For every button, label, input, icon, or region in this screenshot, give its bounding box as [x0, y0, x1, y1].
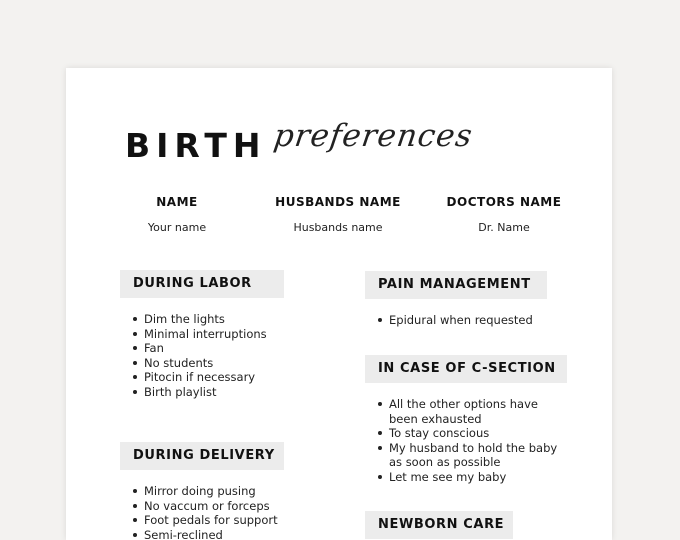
- list-item: To stay conscious: [389, 426, 559, 441]
- title-preferences-script: preferences: [271, 118, 476, 154]
- list-item: Fan: [144, 341, 284, 356]
- document-page: [66, 68, 612, 540]
- list-item: Minimal interruptions: [144, 327, 284, 342]
- info-husband-value: Husbands name: [293, 221, 383, 234]
- list-item: No students: [144, 356, 284, 371]
- info-doctor-value: Dr. Name: [478, 221, 530, 234]
- info-husband: [272, 195, 404, 234]
- list-c-section: [365, 397, 559, 485]
- info-husband-label: HUSBANDS NAME: [275, 195, 401, 209]
- section-c-section: [365, 355, 567, 485]
- section-newborn-care: [365, 511, 513, 539]
- list-pain-management: [365, 313, 547, 328]
- list-item: Semi-reclined: [144, 528, 284, 540]
- list-item: All the other options have been exhausted: [389, 397, 559, 426]
- list-item: Let me see my baby: [389, 470, 559, 485]
- list-item: Foot pedals for support: [144, 513, 284, 528]
- section-header-during-delivery: DURING DELIVERY: [120, 442, 284, 470]
- section-during-labor: [120, 270, 284, 400]
- title-birth: BIRTH: [125, 126, 267, 165]
- list-item: My husband to hold the baby as soon as possible: [389, 440, 558, 470]
- list-during-delivery: [120, 484, 284, 540]
- section-header-c-section: IN CASE OF C-SECTION: [365, 355, 567, 383]
- info-name-label: NAME: [156, 195, 198, 209]
- list-item: Epidural when requested: [389, 313, 547, 328]
- list-item: Dim the lights: [144, 312, 284, 327]
- section-header-newborn-care: NEWBORN CARE: [365, 511, 513, 539]
- info-name-value: Your name: [147, 221, 207, 234]
- section-during-delivery: [120, 442, 284, 540]
- section-pain-management: [365, 271, 547, 328]
- list-item: Mirror doing pusing: [144, 484, 284, 499]
- list-item: No vaccum or forceps: [144, 499, 284, 514]
- section-header-pain-management: PAIN MANAGEMENT: [365, 271, 547, 299]
- info-doctor-label: DOCTORS NAME: [446, 195, 562, 209]
- info-doctor: [446, 195, 562, 234]
- list-during-labor: [120, 312, 284, 400]
- section-header-during-labor: DURING LABOR: [120, 270, 284, 298]
- info-name: [126, 195, 228, 234]
- list-item: Birth playlist: [144, 385, 284, 400]
- list-item: Pitocin if necessary: [144, 370, 284, 385]
